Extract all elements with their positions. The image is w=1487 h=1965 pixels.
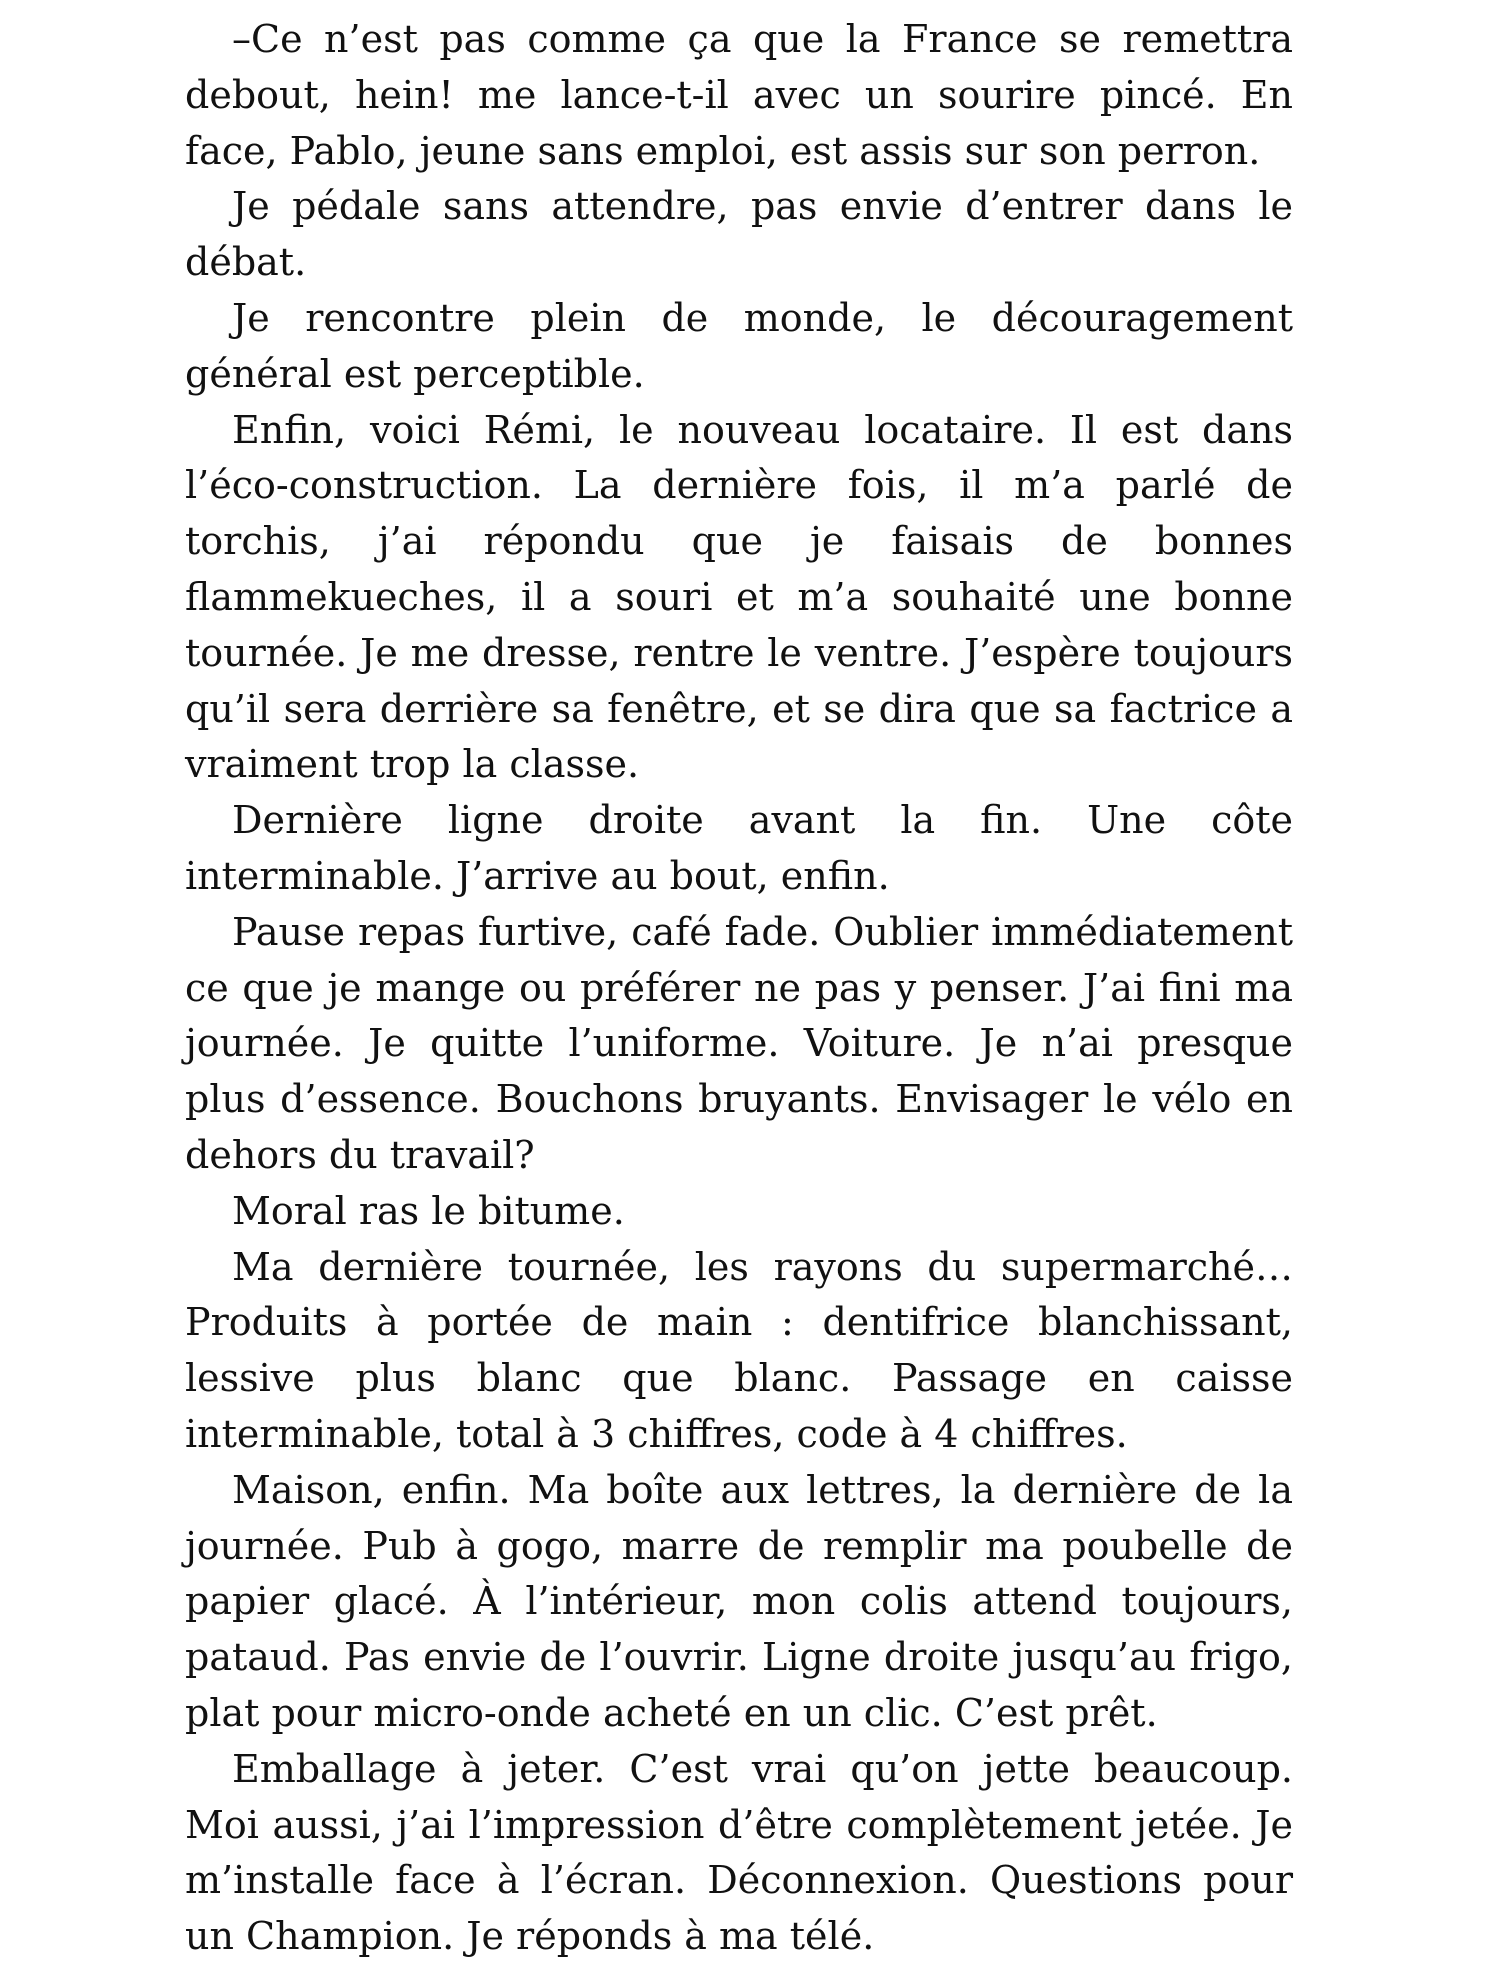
paragraph-5: Dernière ligne droite avant la fin. Une côte interminable. J’arrive au bout, enfin. xyxy=(185,798,1293,898)
paragraph-8: Ma dernière tournée, les rayons du supermarché… Produits à portée de main : dentifrice blanchissant, lessive plus blanc que blanc. Passage en caisse interminable, total à 3 chiffres, code à 4 chiffres. xyxy=(185,1244,1293,1456)
paragraph-2: Je pédale sans attendre, pas envie d’entrer dans le débat. xyxy=(185,184,1293,285)
paragraph-7: Moral ras le bitume. xyxy=(232,1188,625,1233)
paragraph-3: Je rencontre plein de monde, le découragement général est perceptible. xyxy=(185,295,1293,396)
paragraph-4: Enfin, voici Rémi, le nouveau locataire. Il est dans l’éco-construction. La dernière fois, il m’a parlé de torchis, j’ai répondu que je faisais de bonnes flammekueches, il a souri et m’a souhaité une bonne tournée. Je me dresse, rentre le ventre. J’espère toujours qu’il sera derrière sa fenêtre, et se dira que sa factrice a vraiment trop la classe. xyxy=(185,407,1293,787)
paragraph-10: Emballage à jeter. C’est vrai qu’on jette beaucoup. Moi aussi, j’ai l’impression d’être complètement jetée. Je m’installe face à l’écran. Déconnexion. Questions pour un Champion. Je réponds à ma télé. xyxy=(185,1746,1293,1959)
paragraph-6: Pause repas furtive, café fade. Oublier immédiatement ce que je mange ou préférer ne pas y penser. J’ai fini ma journée. Je quitte l’uniforme. Voiture. Je n’ai presque plus d’essence. Bouchons bruyants. Envisager le vélo en dehors du travail? xyxy=(185,909,1293,1177)
paragraph-9: Maison, enfin. Ma boîte aux lettres, la dernière de la journée. Pub à gogo, marre de remplir ma poubelle de papier glacé. À l’intérieur, mon colis attend toujours, pataud. Pas envie de l’ouvrir. Ligne droite jusqu’au frigo, plat pour micro-onde acheté en un clic. C’est prêt. xyxy=(185,1467,1293,1735)
book-page xyxy=(185,12,1293,1965)
paragraph-1: –Ce n’est pas comme ça que la France se remettra debout, hein! me lance-t-il avec un sourire pincé. En face, Pablo, jeune sans emploi, est assis sur son perron. xyxy=(185,17,1293,173)
